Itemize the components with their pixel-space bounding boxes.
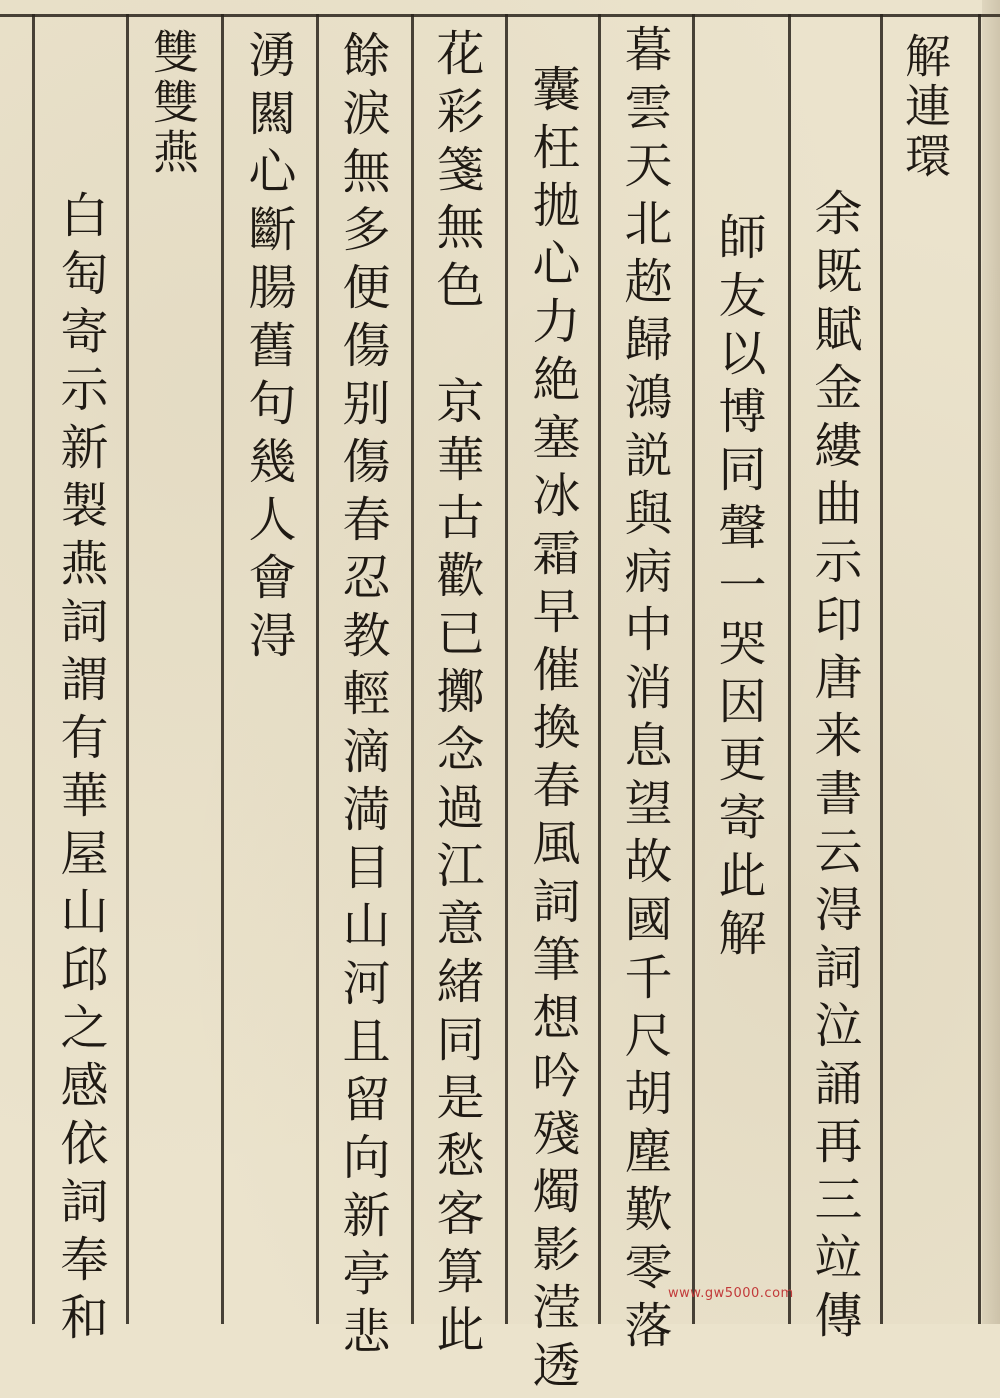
column-rule: [880, 14, 883, 1324]
adjacent-page-edge: [982, 0, 1000, 1324]
poem-title-shuang-shuang-yan: 雙雙燕: [146, 28, 200, 178]
preface-line-3: 白匋寄示新製燕詞謂有華屋山邱之感依詞奉和: [52, 190, 108, 1350]
column-rule: [411, 14, 414, 1324]
watermark-url: www.gw5000.com: [668, 1286, 794, 1301]
preface-line-1: 余既賦金縷曲示印唐来書云淂詞泣誦再三竝傳: [806, 188, 862, 1348]
column-rule: [316, 14, 319, 1324]
column-rule: [126, 14, 129, 1324]
poem-line-2: 囊枉拋心力絶塞冰霜早催換春風詞筆想吟殘燭影滢透: [524, 64, 580, 1398]
poem-line-5: 湧闗心斷腸舊句幾人會淂: [240, 30, 296, 668]
column-rule: [598, 14, 601, 1324]
poem-line-1: 暮雲天北趂歸鴻説與病中消息望故國千尺胡塵歎零落: [616, 24, 672, 1358]
preface-line-2: 師友以博同聲一哭因更寄此解: [710, 212, 766, 966]
poem-line-4: 餘淚無多便傷别傷春忍教輕滴満目山河且留向新亭悲: [334, 30, 390, 1364]
column-rule: [978, 14, 981, 1324]
column-rule: [505, 14, 508, 1324]
column-rule: [788, 14, 791, 1324]
top-border-rule: [0, 14, 1000, 17]
column-rule: [221, 14, 224, 1324]
poem-line-3: 花彩箋無色 京華古歡已擲念過江意緒同是愁客算此: [428, 28, 484, 1362]
poem-title-jie-lian-huan: 解連環: [898, 32, 952, 182]
column-rule: [692, 14, 695, 1324]
column-rule: [32, 14, 35, 1324]
